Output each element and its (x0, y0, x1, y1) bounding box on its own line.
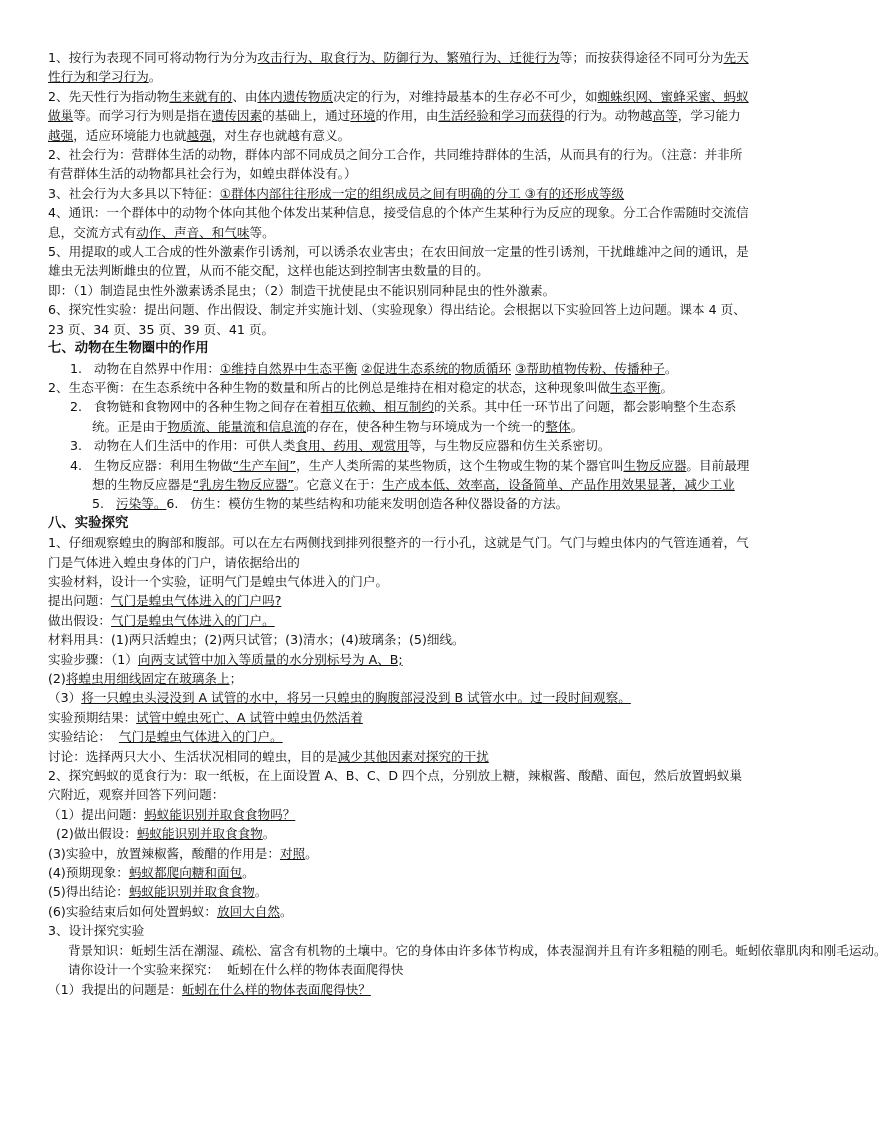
paragraph (48, 669, 750, 688)
underlined-answer: 蚂蚁能识别并取食食物 (128, 884, 255, 900)
paragraph (48, 397, 750, 436)
paragraph (48, 242, 750, 281)
text-run: 背景知识：蚯蚓生活在潮湿、疏松、富含有机物的土壤中。它的身体由许多体节构成，体表湿润并且有许多粗糙的刚毛。蚯蚓依靠肌肉和刚毛运动。 (48, 942, 887, 958)
text-run: ，对生存也就越有意义。 (211, 127, 351, 143)
text-run: 八、实验探究 (48, 515, 129, 531)
text-run: 。 (660, 379, 674, 395)
text-run: （1）提出问题： (48, 806, 145, 822)
paragraph (48, 87, 750, 145)
text-run: (3)实验中，放置辣椒酱，酸醋的作用是： (48, 845, 280, 861)
text-run: 的基础上，通过 (262, 108, 351, 124)
text-run: (4)预期现象： (48, 865, 129, 881)
paragraph (48, 145, 750, 184)
underlined-answer: 生产成本低、效率高，设备简单、产品作用效果显著，减少工业 (382, 476, 735, 492)
text-run: 6. 仿生：模仿生物的某些结构和功能来发明创造各种仪器设备的方法。 (166, 496, 569, 512)
underlined-answer: 攻击行为、取食行为、防御行为、繁殖行为、迁徙行为 (257, 50, 560, 65)
underlined-answer: 越强 (48, 127, 74, 143)
paragraph (48, 980, 750, 999)
paragraph (48, 436, 750, 455)
text-run: 讨论：选择两只大小、生活状况相同的蝗虫，目的是 (48, 748, 338, 764)
underlined-answer: 高等 (652, 108, 678, 124)
text-run: 1. 动物在自然界中作用： (70, 360, 220, 376)
text-run: 1、仔细观察蝗虫的胸部和腹部。可以在左右两侧找到排列很整齐的一行小孔，这就是气门。气门与蝗虫体内的气管连通着，气门是气体进入蝗虫身体的门户，请依据给出的 (48, 535, 749, 570)
paragraph (48, 630, 750, 649)
underlined-answer: 蜘蛛织网、蜜蜂采蜜、蚂蚁做巢 (48, 88, 749, 124)
underlined-answer: 相互依赖、相互制约 (320, 399, 435, 415)
text-run: (2) (48, 671, 66, 686)
paragraph (48, 688, 750, 707)
paragraph (48, 650, 750, 669)
text-run: 请你设计一个实验来探究： 蚯蚓在什么样的物体表面爬得快 (48, 962, 404, 978)
underlined-answer: ②促进生态系统的物质循环 (361, 360, 512, 376)
paragraph (48, 378, 750, 397)
text-run: 5. (92, 496, 117, 512)
underlined-answer: ①维持自然界中生态平衡 (219, 360, 358, 376)
underlined-answer: 动作、声音、和气味 (136, 224, 250, 240)
paragraph (48, 708, 750, 727)
text-run: 。 (305, 845, 318, 861)
text-run: 材料用具：(1)两只活蝗虫；(2)两只试管；(3)清水；(4)玻璃条；(5)细线。 (48, 632, 465, 648)
paragraph (48, 747, 750, 766)
text-run: 的存在，使各种生物与环境成为一个统一的 (306, 418, 546, 434)
text-run: 、由 (232, 88, 258, 104)
underlined-answer: ③帮助植物传粉、传播种子 (515, 360, 665, 376)
text-run: 3. 动物在人们生活中的作用：可供人类 (70, 438, 296, 454)
section-heading (48, 514, 750, 533)
text-run: 实验预期结果： (48, 709, 137, 725)
paragraph (48, 824, 750, 843)
underlined-answer: 将蝗虫用细线固定在玻璃条上 (65, 671, 230, 686)
text-run: (6)实验结束后如何处置蚂蚁： (48, 903, 217, 919)
paragraph (48, 184, 750, 203)
text-run: 等。 (249, 224, 275, 240)
underlined-answer: 越强 (186, 127, 212, 143)
text-run: 。 (148, 69, 162, 85)
underlined-answer: 放回大自然 (216, 903, 280, 919)
text-run: 2、社会行为：营群体生活的动物，群体内部不同成员之间分工合作，共同维持群体的生活，从而具有的行为。（注意：并非所有营群体生活的动物都具社会行为，如蝗虫群体没有。） (48, 147, 743, 182)
underlined-answer: 蚂蚁能识别并取食食物吗？ (144, 806, 296, 822)
underlined-answer: 生来就有的 (169, 88, 233, 104)
text-run: （1）我提出的问题是： (48, 981, 182, 997)
text-run: 4、通讯：一个群体中的动物个体向其他个体发出某种信息，接受信息的个体产生某种行为反应的现象。分工合作需随时交流信息，交流方式有 (48, 205, 749, 240)
underlined-answer: 对照 (279, 845, 306, 861)
text-run: 等。而学习行为则是指在 (73, 108, 212, 124)
underlined-answer: 减少其他因素对探究的干扰 (337, 748, 489, 764)
text-run: 2、生态平衡：在生态系统中各种生物的数量和所占的比例总是维持在相对稳定的状态，这种现象叫做 (48, 379, 611, 395)
underlined-answer: “乳房生物反应器” (192, 476, 294, 492)
text-run: 。它意义在于： (293, 476, 383, 492)
paragraph (48, 921, 750, 940)
text-run: 的行为。动物越 (564, 108, 653, 124)
underlined-answer: 向两支试管中加入等质量的水分别标号为 A、B; (137, 651, 403, 667)
text-run: 即：（1）制造昆虫性外激素诱杀昆虫；（2）制造干扰使昆虫不能识别同种昆虫的性外激素。 (48, 282, 556, 298)
text-run: 的作用，由 (375, 108, 439, 124)
text-run: 的关系。其中任一环节出了问题，都会影响整个生态系统。正是由于 (92, 399, 737, 434)
paragraph (48, 591, 750, 610)
text-run: 。 (664, 360, 678, 376)
section-heading (48, 339, 750, 358)
text-run: 实验步骤：（1） (48, 651, 138, 667)
underlined-answer: 气门是蝗虫气体进入的门户。 (110, 612, 275, 628)
paragraph (48, 359, 750, 378)
paragraph (48, 805, 750, 824)
text-run: ，学习能力 (677, 108, 741, 124)
underlined-answer: 蚂蚁能识别并取食食物 (136, 826, 263, 842)
underlined-answer: 先天性行为和学习行为 (48, 50, 749, 85)
text-run: 3、社会行为大多具以下特征： (48, 185, 220, 201)
text-run: 2. 食物链和食物网中的各种生物之间存在着 (70, 399, 321, 415)
text-run: 1、按行为表现不同可将动物行为分为 (48, 50, 258, 65)
underlined-answer: 物质流、能量流和信息流 (167, 418, 307, 434)
underlined-answer: 蚂蚁都爬向糖和面包 (128, 865, 243, 881)
text-run: 七、动物在生物圈中的作用 (48, 341, 209, 357)
text-run: 实验结论： (48, 729, 119, 745)
paragraph (48, 533, 750, 572)
paragraph (48, 727, 750, 746)
text-run: ； (229, 671, 243, 686)
underlined-answer: 气门是蝗虫气体进入的门户。 (118, 729, 283, 745)
paragraph (48, 48, 750, 87)
underlined-answer: 食用、药用、观赏用 (295, 438, 409, 454)
paragraph (48, 766, 750, 805)
text-run: 。 (570, 418, 584, 434)
text-run: 。 (262, 826, 276, 842)
text-run: 。 (242, 865, 255, 881)
text-run: 4. 生物反应器：利用生物做 (70, 457, 233, 473)
underlined-answer: 生物反应器 (623, 457, 687, 473)
paragraph (48, 611, 750, 630)
underlined-answer: 将一只蝗虫头浸没到 A 试管的水中，将另一只蝗虫的胸腹部浸没到 B 试管水中。过一段时间观察。 (81, 690, 631, 706)
paragraph (48, 281, 750, 300)
paragraph (48, 572, 750, 591)
text-run: 。目前最理想的生物反应器是 (92, 457, 750, 492)
paragraph (48, 203, 750, 242)
text-run: 提出问题： (48, 593, 111, 609)
underlined-answer: 生活经验和学习而获得 (438, 108, 565, 124)
paragraph (48, 494, 750, 513)
underlined-answer: 生态平衡 (610, 379, 661, 395)
text-run: 。 (254, 884, 268, 900)
paragraph (48, 863, 750, 882)
text-run: 实验材料，设计一个实验，证明气门是蝗虫气体进入的门户。 (48, 573, 389, 589)
underlined-answer: 环境 (350, 108, 376, 124)
underlined-answer: 整体 (545, 418, 571, 434)
text-run: 决定的行为，对维持最基本的生存必不可少，如 (333, 88, 598, 104)
text-run: ，生产人类所需的某些物质，这个生物或生物的某个器官叫 (296, 457, 624, 473)
text-run: 。 (279, 903, 293, 919)
paragraph (48, 300, 750, 339)
paragraph (48, 960, 750, 979)
paragraph (48, 941, 887, 960)
underlined-answer: “生产车间” (232, 457, 296, 473)
underlined-answer: 试管中蝗虫死亡、A 试管中蝗虫仍然活着 (136, 709, 363, 725)
underlined-answer: 气门是蝗虫气体进入的门户吗? (110, 593, 282, 609)
text-run: 3、设计探究实验 (48, 923, 145, 939)
underlined-answer: 污染等。 (116, 496, 167, 512)
text-run: 2、探究蚂蚁的觅食行为：取一纸板，在上面设置 A、B、C、D 四个点，分别放上糖，辣椒酱、酸醋、面包，然后放置蚂蚁巢穴附近，观察并回答下列问题： (48, 768, 743, 803)
text-run: 5、用提取的或人工合成的性外激素作引诱剂，可以诱杀农业害虫；在农田间放一定量的性引诱剂，干扰雌雄冲之间的通讯，是雄虫无法判断雌虫的位置，从而不能交配，这样也能达到控制害虫数量的目的。 (48, 244, 749, 279)
text-run: 等；而按获得途径不同可分为 (559, 50, 724, 65)
underlined-answer: ①群体内部往往形成一定的组织成员之间有明确的分工 ③有的还形成等级 (219, 185, 625, 201)
text-run: 2、先天性行为指动物 (48, 88, 170, 104)
underlined-answer: 体内遗传物质 (257, 88, 334, 104)
text-run: (2)做出假设： (48, 826, 137, 842)
text-run: (5)得出结论： (48, 884, 129, 900)
paragraph (48, 456, 750, 495)
paragraph (48, 902, 750, 921)
text-run: 6、探究性实验：提出问题、作出假设、制定并实施计划、（实验现象）得出结论。会根据以下实验回答上边问题。课本 4 页、23 页、34 页、35 页、39 页、41 页。 (48, 302, 746, 337)
text-run: ，适应环境能力也就 (73, 127, 187, 143)
paragraph (48, 844, 750, 863)
text-run: 等，与生物反应器和仿生关系密切。 (408, 438, 611, 454)
paragraph (48, 882, 750, 901)
underlined-answer: 蚯蚓在什么样的物体表面爬得快？ (181, 981, 371, 997)
underlined-answer: 遗传因素 (211, 108, 263, 124)
text-run: 做出假设： (48, 612, 111, 628)
text-run: （3） (48, 690, 82, 706)
